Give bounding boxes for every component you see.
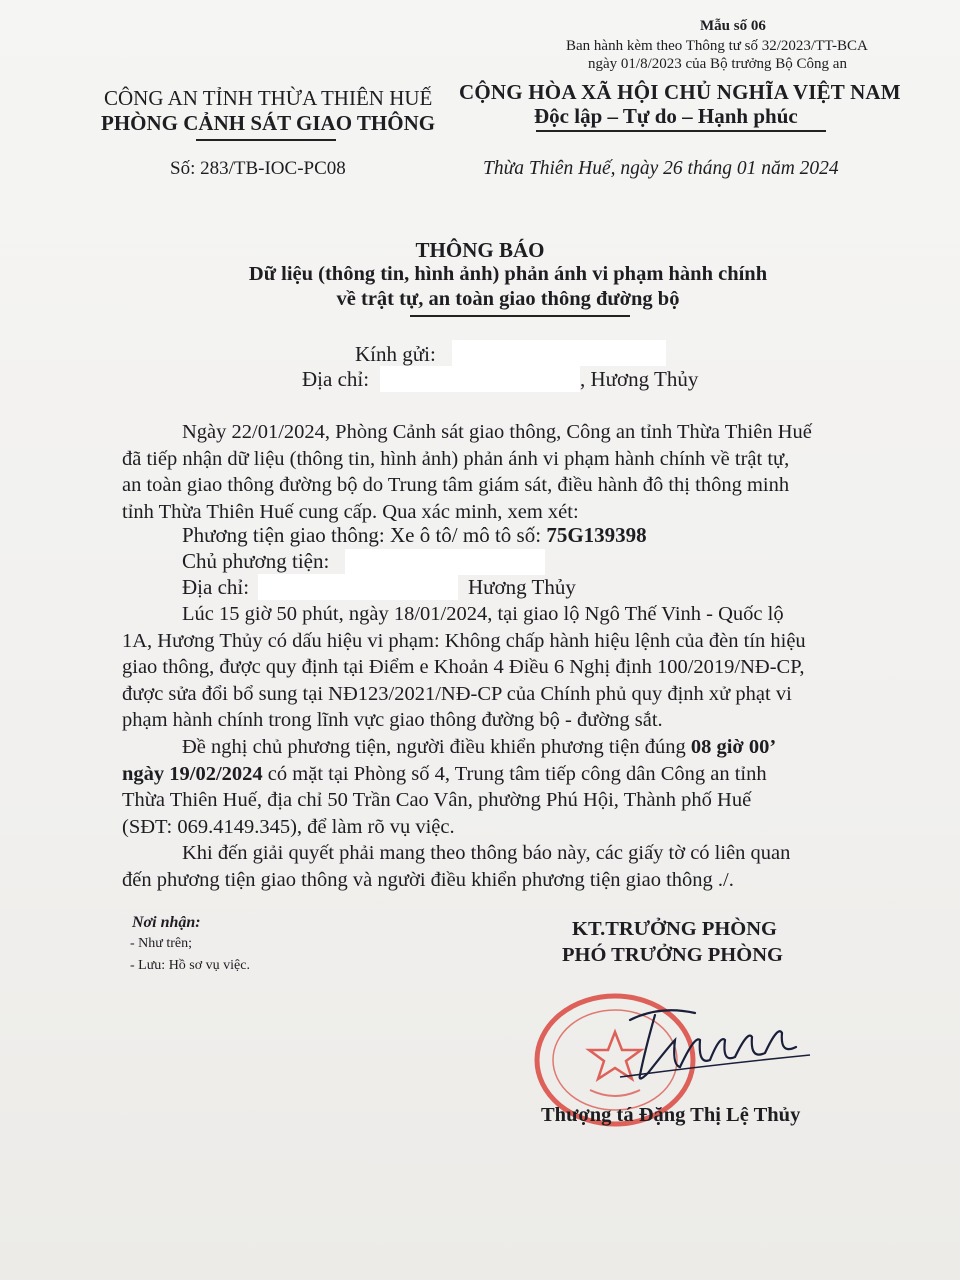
handwritten-signature-icon xyxy=(600,995,820,1085)
signer-position-2: PHÓ TRƯỞNG PHÒNG xyxy=(562,944,783,966)
paragraph-closing xyxy=(122,840,892,893)
closing-line: đến phương tiện giao thông và người điều khiển phương tiện giao thông ./. xyxy=(122,868,734,891)
agency-parent: CÔNG AN TỈNH THỪA THIÊN HUẾ xyxy=(104,86,433,110)
recipient-label: Kính gửi: xyxy=(355,342,436,366)
redacted-recipient xyxy=(452,340,666,366)
document-title: THÔNG BÁO xyxy=(415,238,545,262)
redacted-recipient-address xyxy=(380,366,580,392)
paragraph-violation xyxy=(122,601,892,734)
recipient-address-label: Địa chỉ: xyxy=(302,367,370,391)
paragraph-intro xyxy=(122,419,892,525)
violation-line: phạm hành chính trong lĩnh vực giao thông đường bộ - đường sắt. xyxy=(122,709,663,732)
vehicle-plate: 75G139398 xyxy=(546,523,647,547)
document-subtitle-1: Dữ liệu (thông tin, hình ảnh) phản ánh vi phạm hành chính xyxy=(248,263,768,285)
closing-line: Khi đến giải quyết phải mang theo thông báo này, các giấy tờ có liên quan xyxy=(182,842,791,864)
request-line: ngày 19/02/2024 có mặt tại Phòng số 4, Trung tâm tiếp công dân Công an tỉnh xyxy=(122,762,767,785)
form-number: Mẫu số 06 xyxy=(700,18,766,34)
redacted-owner-address xyxy=(258,574,458,600)
national-motto: Độc lập – Tự do – Hạnh phúc xyxy=(534,104,798,128)
agency-underline xyxy=(196,139,336,141)
intro-line: Ngày 22/01/2024, Phòng Cảnh sát giao thông, Công an tỉnh Thừa Thiên Huế xyxy=(182,421,812,443)
violation-line: 1A, Hương Thủy có dấu hiệu vi phạm: Không chấp hành hiệu lệnh của đèn tín hiệu xyxy=(122,629,806,652)
owner-address-label: Địa chỉ: xyxy=(182,575,250,599)
agency-name: PHÒNG CẢNH SÁT GIAO THÔNG xyxy=(101,111,436,135)
request-line: (SĐT: 069.4149.345), để làm rõ vụ việc. xyxy=(122,815,455,838)
signer-position-1: KT.TRƯỞNG PHÒNG xyxy=(572,918,777,940)
owner-district: Hương Thủy xyxy=(468,575,576,599)
recipient-item: - Như trên; xyxy=(130,936,193,951)
recipient-item: - Lưu: Hồ sơ vụ việc. xyxy=(130,958,250,973)
intro-line: tỉnh Thừa Thiên Huế cung cấp. Qua xác minh, xem xét: xyxy=(122,500,579,523)
motto-underline xyxy=(536,130,826,132)
violation-line: Lúc 15 giờ 50 phút, ngày 18/01/2024, tại giao lộ Ngô Thế Vinh - Quốc lộ xyxy=(182,603,784,625)
violation-line: giao thông, được quy định tại Điểm e Khoản 4 Điều 6 Nghị định 100/2019/NĐ-CP, xyxy=(122,656,805,679)
place-date: Thừa Thiên Huế, ngày 26 tháng 01 năm 2024 xyxy=(483,158,839,179)
paragraph-request xyxy=(122,734,892,840)
document-number: Số: 283/TB-IOC-PC08 xyxy=(170,158,346,179)
signer-name: Thượng tá Đặng Thị Lệ Thủy xyxy=(541,1104,801,1126)
intro-line: đã tiếp nhận dữ liệu (thông tin, hình ảnh) phản ánh vi phạm hành chính về trật tự, xyxy=(122,447,790,470)
vehicle-line xyxy=(182,523,647,548)
title-underline xyxy=(410,315,630,317)
recipient-district: , Hương Thủy xyxy=(580,367,699,391)
form-issued-with: Ban hành kèm theo Thông tư số 32/2023/TT-BCA xyxy=(566,38,868,54)
request-line: Đề nghị chủ phương tiện, người điều khiển phương tiện đúng 08 giờ 00’ xyxy=(182,736,777,758)
form-issued-date: ngày 01/8/2023 của Bộ trưởng Bộ Công an xyxy=(588,56,847,72)
request-line: Thừa Thiên Huế, địa chỉ 50 Trần Cao Vân, phường Phú Hội, Thành phố Huế xyxy=(122,789,752,812)
recipients-title: Nơi nhận: xyxy=(132,914,201,931)
redacted-owner xyxy=(345,549,545,575)
violation-line: được sửa đổi bổ sung tại NĐ123/2021/NĐ-CP của Chính phủ quy định xử phạt vi xyxy=(122,682,792,705)
vehicle-label: Phương tiện giao thông: Xe ô tô/ mô tô số: xyxy=(182,523,547,547)
intro-line: an toàn giao thông đường bộ do Trung tâm giám sát, điều hành đô thị thông minh xyxy=(122,474,790,497)
national-title: CỘNG HÒA XÃ HỘI CHỦ NGHĨA VIỆT NAM xyxy=(459,80,901,104)
document-subtitle-2: về trật tự, an toàn giao thông đường bộ xyxy=(336,288,680,310)
owner-label: Chủ phương tiện: xyxy=(182,549,330,573)
